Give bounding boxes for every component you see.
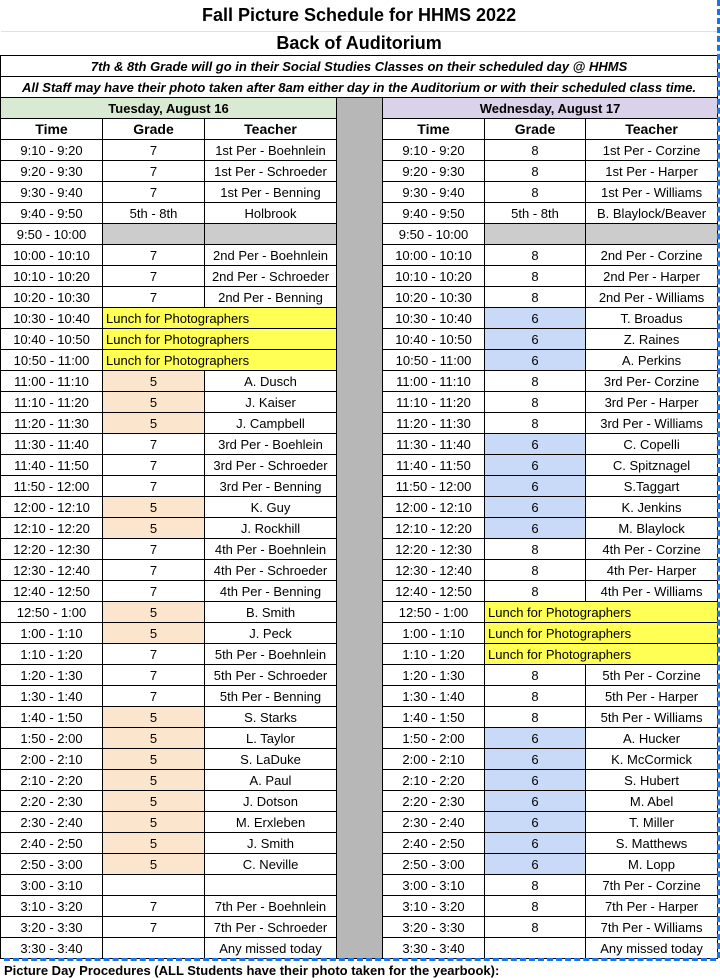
teacher-cell: 4th Per- Harper (586, 560, 718, 581)
grade-cell: 5th - 8th (485, 203, 586, 224)
time-cell: 11:20 - 11:30 (383, 413, 485, 434)
time-cell: 10:40 - 10:50 (1, 329, 103, 350)
teacher-cell: Any missed today (205, 938, 337, 959)
teacher-cell: 7th Per - Harper (586, 896, 718, 917)
grade-cell: 5 (103, 749, 205, 770)
time-cell: 2:10 - 2:20 (1, 770, 103, 791)
time-cell: 3:20 - 3:30 (383, 917, 485, 938)
lunch-cell: Lunch for Photographers (103, 308, 337, 329)
grade-cell: 6 (485, 434, 586, 455)
grade-cell: 5 (103, 518, 205, 539)
grade-cell: 8 (485, 140, 586, 161)
grade-cell: 6 (485, 329, 586, 350)
teacher-cell: 2nd Per - Harper (586, 266, 718, 287)
grade-cell: 8 (485, 875, 586, 896)
grade-cell: 5 (103, 371, 205, 392)
note-staff: All Staff may have their photo taken after 8am either day in the Auditorium or with their scheduled class time. (1, 77, 718, 98)
time-cell: 10:20 - 10:30 (1, 287, 103, 308)
page-title: Fall Picture Schedule for HHMS 2022 (1, 0, 718, 32)
teacher-cell: L. Taylor (205, 728, 337, 749)
time-cell: 1:20 - 1:30 (1, 665, 103, 686)
grade-cell (103, 875, 205, 896)
grade-cell: 7 (103, 434, 205, 455)
teacher-cell: 4th Per - Williams (586, 581, 718, 602)
time-cell: 1:00 - 1:10 (383, 623, 485, 644)
grade-cell: 8 (485, 245, 586, 266)
col-header-time: Time (1, 119, 103, 140)
time-cell: 1:30 - 1:40 (1, 686, 103, 707)
grade-cell: 6 (485, 833, 586, 854)
time-cell: 9:20 - 9:30 (383, 161, 485, 182)
time-cell: 1:40 - 1:50 (383, 707, 485, 728)
teacher-cell: 3rd Per- Corzine (586, 371, 718, 392)
teacher-cell: 5th Per - Harper (586, 686, 718, 707)
time-cell: 10:00 - 10:10 (383, 245, 485, 266)
lunch-cell: Lunch for Photographers (485, 602, 718, 623)
teacher-cell: T. Miller (586, 812, 718, 833)
time-cell: 2:40 - 2:50 (1, 833, 103, 854)
grade-cell: 8 (485, 917, 586, 938)
grade-cell: 8 (485, 686, 586, 707)
grade-cell: 7 (103, 161, 205, 182)
teacher-cell: K. Jenkins (586, 497, 718, 518)
grade-cell: 7 (103, 665, 205, 686)
grade-cell: 5 (103, 854, 205, 875)
time-cell: 2:30 - 2:40 (1, 812, 103, 833)
teacher-cell: 3rd Per - Williams (586, 413, 718, 434)
grade-cell: 5 (103, 728, 205, 749)
teacher-cell: 3rd Per - Benning (205, 476, 337, 497)
grade-cell (103, 224, 205, 245)
grade-cell: 5 (103, 812, 205, 833)
teacher-cell: 1st Per - Corzine (586, 140, 718, 161)
grade-cell: 7 (103, 140, 205, 161)
grade-cell: 8 (485, 287, 586, 308)
time-cell: 1:10 - 1:20 (1, 644, 103, 665)
lunch-cell: Lunch for Photographers (103, 329, 337, 350)
time-cell: 9:10 - 9:20 (383, 140, 485, 161)
time-cell: 9:30 - 9:40 (383, 182, 485, 203)
grade-cell: 7 (103, 245, 205, 266)
teacher-cell: 5th Per - Benning (205, 686, 337, 707)
col-header-time: Time (383, 119, 485, 140)
teacher-cell: C. Copelli (586, 434, 718, 455)
grade-cell: 6 (485, 770, 586, 791)
time-cell: 3:10 - 3:20 (1, 896, 103, 917)
teacher-cell: K. Guy (205, 497, 337, 518)
time-cell: 12:50 - 1:00 (383, 602, 485, 623)
time-cell: 1:50 - 2:00 (1, 728, 103, 749)
teacher-cell: A. Hucker (586, 728, 718, 749)
teacher-cell: 4th Per - Schroeder (205, 560, 337, 581)
teacher-cell: K. McCormick (586, 749, 718, 770)
time-cell: 1:30 - 1:40 (383, 686, 485, 707)
time-cell: 10:30 - 10:40 (1, 308, 103, 329)
time-cell: 12:00 - 12:10 (383, 497, 485, 518)
time-cell: 10:30 - 10:40 (383, 308, 485, 329)
day-header-wednesday: Wednesday, August 17 (383, 98, 718, 119)
teacher-cell: 1st Per - Benning (205, 182, 337, 203)
teacher-cell: 5th Per - Schroeder (205, 665, 337, 686)
grade-cell: 5th - 8th (103, 203, 205, 224)
time-cell: 2:20 - 2:30 (383, 791, 485, 812)
teacher-cell (586, 224, 718, 245)
day-header-tuesday: Tuesday, August 16 (1, 98, 337, 119)
teacher-cell: 7th Per - Boehnlein (205, 896, 337, 917)
grade-cell: 5 (103, 602, 205, 623)
teacher-cell: B. Smith (205, 602, 337, 623)
time-cell: 11:30 - 11:40 (383, 434, 485, 455)
teacher-cell: 3rd Per - Boehlein (205, 434, 337, 455)
grade-cell: 6 (485, 497, 586, 518)
grade-cell: 7 (103, 539, 205, 560)
time-cell: 2:00 - 2:10 (1, 749, 103, 770)
time-cell: 11:10 - 11:20 (1, 392, 103, 413)
teacher-cell: 2nd Per - Boehnlein (205, 245, 337, 266)
time-cell: 12:20 - 12:30 (1, 539, 103, 560)
time-cell: 2:00 - 2:10 (383, 749, 485, 770)
teacher-cell: Z. Raines (586, 329, 718, 350)
time-cell: 12:30 - 12:40 (1, 560, 103, 581)
time-cell: 1:10 - 1:20 (383, 644, 485, 665)
teacher-cell: S.Taggart (586, 476, 718, 497)
time-cell: 1:00 - 1:10 (1, 623, 103, 644)
grade-cell: 8 (485, 182, 586, 203)
teacher-cell: 5th Per - Boehnlein (205, 644, 337, 665)
teacher-cell: J. Smith (205, 833, 337, 854)
teacher-cell: J. Campbell (205, 413, 337, 434)
grade-cell: 5 (103, 497, 205, 518)
teacher-cell: M. Blaylock (586, 518, 718, 539)
teacher-cell: S. Matthews (586, 833, 718, 854)
grade-cell: 8 (485, 413, 586, 434)
teacher-cell: C. Neville (205, 854, 337, 875)
teacher-cell: J. Kaiser (205, 392, 337, 413)
col-header-grade: Grade (103, 119, 205, 140)
teacher-cell: 2nd Per - Benning (205, 287, 337, 308)
teacher-cell (205, 875, 337, 896)
time-cell: 11:50 - 12:00 (383, 476, 485, 497)
note-grades: 7th & 8th Grade will go in their Social Studies Classes on their scheduled day @ HHMS (1, 56, 718, 77)
time-cell: 10:50 - 11:00 (383, 350, 485, 371)
grade-cell (485, 224, 586, 245)
grade-cell: 7 (103, 287, 205, 308)
teacher-cell: 2nd Per - Corzine (586, 245, 718, 266)
grade-cell: 8 (485, 161, 586, 182)
time-cell: 11:10 - 11:20 (383, 392, 485, 413)
time-cell: 2:50 - 3:00 (1, 854, 103, 875)
time-cell: 2:30 - 2:40 (383, 812, 485, 833)
grade-cell (103, 938, 205, 959)
time-cell: 1:20 - 1:30 (383, 665, 485, 686)
grade-cell: 6 (485, 476, 586, 497)
grade-cell: 5 (103, 770, 205, 791)
grade-cell: 6 (485, 518, 586, 539)
teacher-cell: 1st Per - Schroeder (205, 161, 337, 182)
teacher-cell: A. Paul (205, 770, 337, 791)
teacher-cell: A. Perkins (586, 350, 718, 371)
teacher-cell: 5th Per - Corzine (586, 665, 718, 686)
time-cell: 3:10 - 3:20 (383, 896, 485, 917)
time-cell: 12:00 - 12:10 (1, 497, 103, 518)
grade-cell: 6 (485, 749, 586, 770)
grade-cell: 5 (103, 392, 205, 413)
grade-cell: 7 (103, 266, 205, 287)
time-cell: 9:50 - 10:00 (1, 224, 103, 245)
teacher-cell: 4th Per - Boehnlein (205, 539, 337, 560)
teacher-cell: Any missed today (586, 938, 718, 959)
time-cell: 12:10 - 12:20 (1, 518, 103, 539)
col-header-teacher: Teacher (586, 119, 718, 140)
separator-column (337, 98, 383, 959)
teacher-cell (205, 224, 337, 245)
grade-cell: 7 (103, 476, 205, 497)
time-cell: 3:00 - 3:10 (383, 875, 485, 896)
col-header-teacher: Teacher (205, 119, 337, 140)
grade-cell: 8 (485, 560, 586, 581)
grade-cell: 7 (103, 581, 205, 602)
time-cell: 9:50 - 10:00 (383, 224, 485, 245)
grade-cell: 8 (485, 392, 586, 413)
lunch-cell: Lunch for Photographers (485, 644, 718, 665)
teacher-cell: 7th Per - Corzine (586, 875, 718, 896)
teacher-cell: C. Spitznagel (586, 455, 718, 476)
time-cell: 12:10 - 12:20 (383, 518, 485, 539)
time-cell: 11:30 - 11:40 (1, 434, 103, 455)
grade-cell: 7 (103, 455, 205, 476)
time-cell: 11:00 - 11:10 (383, 371, 485, 392)
time-cell: 10:00 - 10:10 (1, 245, 103, 266)
teacher-cell: A. Dusch (205, 371, 337, 392)
time-cell: 12:40 - 12:50 (1, 581, 103, 602)
grade-cell: 8 (485, 539, 586, 560)
time-cell: 2:10 - 2:20 (383, 770, 485, 791)
time-cell: 11:50 - 12:00 (1, 476, 103, 497)
lunch-cell: Lunch for Photographers (103, 350, 337, 371)
teacher-cell: 7th Per - Williams (586, 917, 718, 938)
grade-cell: 6 (485, 854, 586, 875)
teacher-cell: 3rd Per - Harper (586, 392, 718, 413)
grade-cell: 8 (485, 707, 586, 728)
time-cell: 10:10 - 10:20 (1, 266, 103, 287)
grade-cell: 7 (103, 917, 205, 938)
time-cell: 9:40 - 9:50 (1, 203, 103, 224)
teacher-cell: S. LaDuke (205, 749, 337, 770)
grade-cell: 7 (103, 644, 205, 665)
teacher-cell: T. Broadus (586, 308, 718, 329)
time-cell: 2:20 - 2:30 (1, 791, 103, 812)
procedures-heading: Picture Day Procedures (ALL Students have their photo taken for the yearbook): (4, 958, 716, 978)
teacher-cell: S. Hubert (586, 770, 718, 791)
teacher-cell: B. Blaylock/Beaver (586, 203, 718, 224)
teacher-cell: 3rd Per - Schroeder (205, 455, 337, 476)
teacher-cell: 1st Per - Williams (586, 182, 718, 203)
grade-cell: 5 (103, 833, 205, 854)
time-cell: 10:50 - 11:00 (1, 350, 103, 371)
teacher-cell: Holbrook (205, 203, 337, 224)
teacher-cell: 5th Per - Williams (586, 707, 718, 728)
time-cell: 10:20 - 10:30 (383, 287, 485, 308)
time-cell: 12:40 - 12:50 (383, 581, 485, 602)
teacher-cell: S. Starks (205, 707, 337, 728)
grade-cell: 8 (485, 266, 586, 287)
time-cell: 12:50 - 1:00 (1, 602, 103, 623)
time-cell: 9:40 - 9:50 (383, 203, 485, 224)
grade-cell: 6 (485, 455, 586, 476)
teacher-cell: 7th Per - Schroeder (205, 917, 337, 938)
time-cell: 9:10 - 9:20 (1, 140, 103, 161)
teacher-cell: 1st Per - Boehnlein (205, 140, 337, 161)
grade-cell: 5 (103, 623, 205, 644)
teacher-cell: 2nd Per - Schroeder (205, 266, 337, 287)
time-cell: 10:10 - 10:20 (383, 266, 485, 287)
location-subtitle: Back of Auditorium (1, 32, 718, 56)
col-header-grade: Grade (485, 119, 586, 140)
time-cell: 1:40 - 1:50 (1, 707, 103, 728)
time-cell: 11:40 - 11:50 (1, 455, 103, 476)
time-cell: 3:20 - 3:30 (1, 917, 103, 938)
time-cell: 3:30 - 3:40 (1, 938, 103, 959)
grade-cell: 8 (485, 581, 586, 602)
time-cell: 9:30 - 9:40 (1, 182, 103, 203)
time-cell: 12:20 - 12:30 (383, 539, 485, 560)
teacher-cell: 1st Per - Harper (586, 161, 718, 182)
grade-cell: 6 (485, 308, 586, 329)
teacher-cell: M. Lopp (586, 854, 718, 875)
teacher-cell: M. Erxleben (205, 812, 337, 833)
time-cell: 3:30 - 3:40 (383, 938, 485, 959)
grade-cell: 5 (103, 707, 205, 728)
grade-cell: 6 (485, 812, 586, 833)
grade-cell: 8 (485, 896, 586, 917)
time-cell: 11:20 - 11:30 (1, 413, 103, 434)
time-cell: 11:40 - 11:50 (383, 455, 485, 476)
grade-cell: 7 (103, 686, 205, 707)
time-cell: 2:50 - 3:00 (383, 854, 485, 875)
grade-cell: 6 (485, 728, 586, 749)
grade-cell: 7 (103, 182, 205, 203)
grade-cell: 7 (103, 560, 205, 581)
time-cell: 2:40 - 2:50 (383, 833, 485, 854)
teacher-cell: M. Abel (586, 791, 718, 812)
time-cell: 10:40 - 10:50 (383, 329, 485, 350)
grade-cell: 5 (103, 413, 205, 434)
grade-cell: 6 (485, 350, 586, 371)
grade-cell (485, 938, 586, 959)
teacher-cell: J. Peck (205, 623, 337, 644)
grade-cell: 5 (103, 791, 205, 812)
time-cell: 1:50 - 2:00 (383, 728, 485, 749)
grade-cell: 7 (103, 896, 205, 917)
time-cell: 12:30 - 12:40 (383, 560, 485, 581)
teacher-cell: 2nd Per - Williams (586, 287, 718, 308)
teacher-cell: J. Rockhill (205, 518, 337, 539)
teacher-cell: 4th Per - Benning (205, 581, 337, 602)
lunch-cell: Lunch for Photographers (485, 623, 718, 644)
teacher-cell: J. Dotson (205, 791, 337, 812)
time-cell: 3:00 - 3:10 (1, 875, 103, 896)
time-cell: 9:20 - 9:30 (1, 161, 103, 182)
grade-cell: 6 (485, 791, 586, 812)
grade-cell: 8 (485, 371, 586, 392)
grade-cell: 8 (485, 665, 586, 686)
teacher-cell: 4th Per - Corzine (586, 539, 718, 560)
time-cell: 11:00 - 11:10 (1, 371, 103, 392)
